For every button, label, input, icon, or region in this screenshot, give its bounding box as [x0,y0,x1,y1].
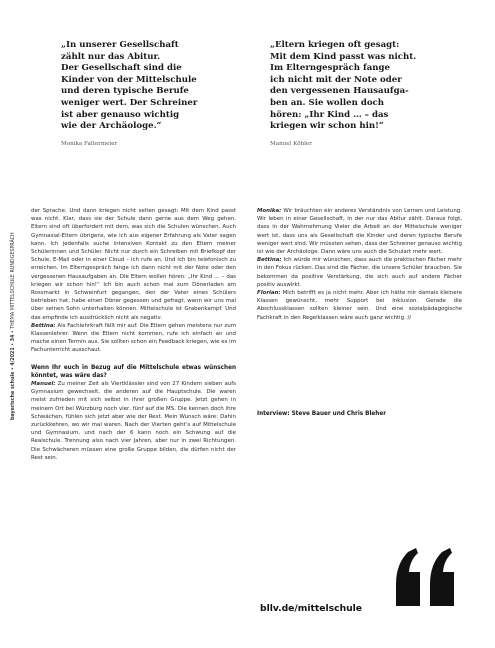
interview-credit: Interview: Steve Bauer und Chris Bleher [257,411,386,417]
side-running-head-text: bayerische schule • 4/2021 • 34 • THEMA MITTELSCHULE RUNDGESPRÄCH [11,232,16,420]
paragraph: Bettina: Ich würde mir wünschen, dass auch die praktischen Fächer mehr in den Fokus rücken. Das sind die Fächer, die unsere Schüler brauchen. Sie bekommen da positive Verstärkung, die sich auch auf andere Fächer positiv auswirkt. [257,257,462,288]
quotation-mark-icon [392,544,462,614]
speaker-name: Monika: [257,208,282,214]
pull-quote-right [270,40,450,147]
paragraph: Bettina: Als Fachlehrkraft fällt mir auf: Die Eltern gehen meistens nur zum Klassenlehrer. Wenn die Eltern nicht kommen, rufe ich einfach an und mache einen Termin aus. Sie sollten schon ein Feedback kriegen, wie es im Fachunterricht ausschaut. [31,322,236,354]
pull-quote-right-author: Manuel Köhler [270,140,312,147]
paragraph: der Sprache. Und dann kriegen nicht selten gesagt: Mit dem Kind passt was nicht. Klar, dass sie der Schule dann gerne aus dem Weg gehen. Eltern sind oft überfordert mit dem, was sich die Schulen wünschen. Auch Gymnasial-Eltern übrigens, wie ich aus eigener Erfahrung als Vater sagen kann. Ich jedenfalls suche intensiven Kontakt zu den Eltern meiner Schülerinnen und Schüler. Nicht nur durch ein Schreiben mit Briefkopf der Schule, E-Mail oder in einer Cloud – ich rufe an. Und ich bin telefonisch zu erreichen. Im Elterngespräch fange ich dann nicht mit der Note oder den vergessenen Hausaufgaben an. Die Eltern wollen hören: „Ihr Kind … – das kriegen wir schon hin!“ Ich bin auch schon mal zum Dönerladen am Rossmarkt in Schweinfurt gegangen, den der Vater eines Schülers betrieben hat, habe einen Döner gegessen und gefragt, wann wir uns mal über seinen Sohn unterhalten können. Mittelschule ist Grabenkampf. Und das empfinde ich ausdrücklich nicht als negativ. [31,208,236,321]
paragraph: Florian: Mich betrifft es ja nicht mehr. Aber ich hätte mir damals kleinere Klassen gewünscht, mehr Support bei Inklusion. Gerade die Abschlussklassen sollten kleiner sein. Und eine sozialpädagogische Fachkraft in den Regelklassen wäre auch ganz wichtig. // [257,290,462,321]
speaker-name: Bettina: [31,322,56,329]
speaker-name: Bettina: [257,257,282,264]
paragraph: Manuel: Zu meiner Zeit als Viertklässler sind von 27 Kindern sieben aufs Gymnasium gewechselt, die anderen auf die Hauptschule. Die waren meist zufrieden mit sich selbst in ihrer großen Gruppe. Jetzt gehen in meinem Ort bei Würzburg noch vier, fünf auf die MS. Die kennen doch ihre Schwächen, fühlen sich jetzt aber wie der Rest. Mein Wunsch wäre: Dahin zurückkehren, wo wir mal waren. Nach der Vierten geht’s auf Mittelschule und Gymnasium, und nach der 6 kann noch ein Schwung auf die Realschule. Trennung also nach vier Jahren, aber nur in zwei Richtungen. Die Schwächeren müssen eine große Gruppe bilden, die dürfen nicht der Rest sein. [31,381,236,461]
article-column-right [257,207,462,322]
paragraph: Monika: Wir bräuchten ein anderes Verständnis von Lernen und Leistung. Wir leben in einer Gesellschaft, in der nur das Abitur zählt. Daraus folgt, dass in der Wahrnehmung Vieler die Arbeit an der Mittelschule weniger wert ist, dass uns als Gesellschaft die Kinder und deren typische Berufe weniger wert sind. Wir müssten sehen, dass der Schreiner genauso wichtig ist wie der Archäologe. Dann wäre uns auch die Schulart mehr wert. [257,208,462,256]
side-running-head [0,205,14,420]
pull-quote-left [61,40,231,147]
speaker-name: Manuel: [31,381,56,388]
interview-question: Wenn Ihr euch in Bezug auf die Mittelschule etwas wünschen könntet, was wäre das? [31,364,236,379]
article-column-left [31,207,236,462]
pull-quote-left-text: „In unserer Gesellschaft zählt nur das Abitur. Der Gesellschaft sind die Kinder von der Mittelschule und deren typische Berufe weniger wert. Der Schreiner ist aber genauso wichtig wie der Archäologe.“ [61,40,198,132]
pull-quote-right-text: „Eltern kriegen oft gesagt: Mit dem Kind passt was nicht. Im Elterngespräch fange ich nicht mit der Note oder den vergessenen Hausaufga- ben an. Sie wollen doch hören: „Ihr Kind … – das kriegen wir schon hin!“ [270,40,417,132]
pull-quote-left-author: Monika Faltermeier [61,140,118,147]
footer-url-link[interactable]: bllv.de/mittelschule [260,603,363,614]
speaker-name: Florian: [257,290,281,297]
